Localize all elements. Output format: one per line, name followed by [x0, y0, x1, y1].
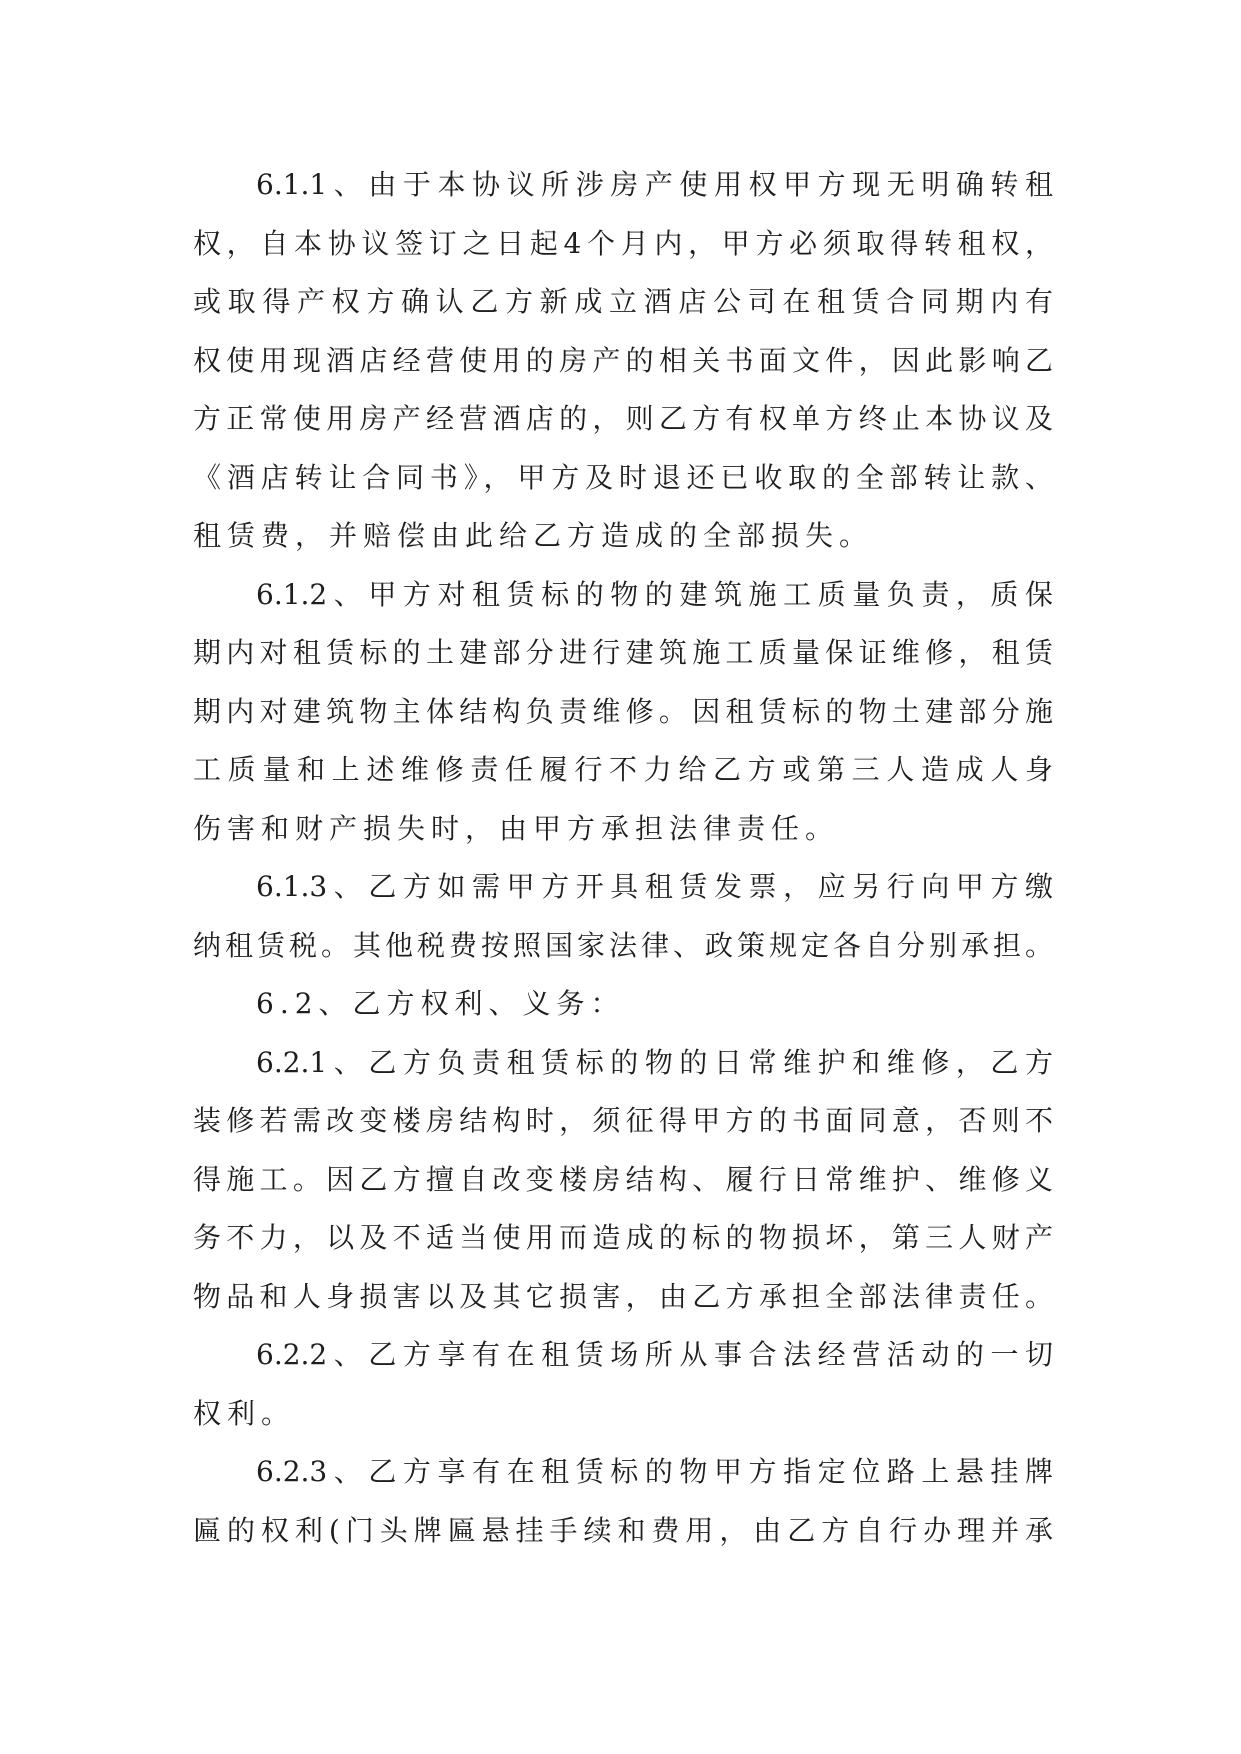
text-line: 6.2.1、乙方负责租赁标的物的日常维护和维修，乙方	[256, 1045, 1053, 1079]
paragraph-6-1-3	[193, 858, 1053, 975]
text-line: 6.2、乙方权利、义务：	[256, 987, 625, 1020]
text-line: 匾的权利(门头牌匾悬挂手续和费用，由乙方自行办理并承	[193, 1513, 1053, 1547]
text-line: 权使用现酒店经营使用的房产的相关书面文件，因此影响乙	[193, 343, 1053, 377]
text-line: 6.2.3、乙方享有在租赁标的物甲方指定位路上悬挂牌	[256, 1455, 1053, 1488]
paragraph-6-1-1	[193, 156, 1053, 566]
text-line: 装修若需改变楼房结构时，须征得甲方的书面同意，否则不	[193, 1104, 1053, 1137]
paragraph-6-2-1	[193, 1034, 1053, 1327]
section-heading-6-2	[193, 975, 1053, 1034]
text-line: 期内对租赁标的土建部分进行建筑施工质量保证维修，租赁	[193, 636, 1053, 669]
text-line: 纳租赁税。其他税费按照国家法律、政策规定各自分别承担。	[193, 928, 1053, 962]
text-line: 6.1.3、乙方如需甲方开具租赁发票，应另行向甲方缴	[256, 870, 1053, 903]
text-line: 方正常使用房产经营酒店的，则乙方有权单方终止本协议及	[193, 402, 1053, 435]
text-line: 伤害和财产损失时，由甲方承担法律责任。	[193, 811, 840, 845]
paragraph-6-1-2	[193, 566, 1053, 859]
text-line: 租赁费，并赔偿由此给乙方造成的全部损失。	[193, 519, 874, 552]
text-line: 得施工。因乙方擅自改变楼房结构、履行日常维护、维修义	[193, 1162, 1053, 1196]
paragraph-6-2-2	[193, 1326, 1053, 1443]
document-body	[193, 156, 1053, 1560]
text-line: 6.1.2、甲方对租赁标的物的建筑施工质量负责，质保	[256, 577, 1053, 611]
paragraph-6-2-3	[193, 1443, 1053, 1560]
text-line: 务不力，以及不适当使用而造成的标的物损坏，第三人财产	[193, 1221, 1053, 1254]
text-line: 6.1.1、由于本协议所涉房产使用权甲方现无明确转租	[256, 168, 1053, 201]
text-line: 期内对建筑物主体结构负责维修。因租赁标的物土建部分施	[193, 694, 1053, 728]
text-line: 工质量和上述维修责任履行不力给乙方或第三人造成人身	[193, 753, 1053, 786]
text-line: 《酒店转让合同书》，甲方及时退还已收取的全部转让款、	[193, 460, 1053, 494]
text-line: 或取得产权方确认乙方新成立酒店公司在租赁合同期内有	[193, 285, 1053, 318]
text-line: 6.2.2、乙方享有在租赁场所从事合法经营活动的一切	[256, 1338, 1053, 1371]
text-line: 权利。	[193, 1396, 296, 1430]
text-line: 权，自本协议签订之日起4个月内，甲方必须取得转租权，	[193, 226, 1053, 260]
text-line: 物品和人身损害以及其它损害，由乙方承担全部法律责任。	[193, 1279, 1053, 1313]
